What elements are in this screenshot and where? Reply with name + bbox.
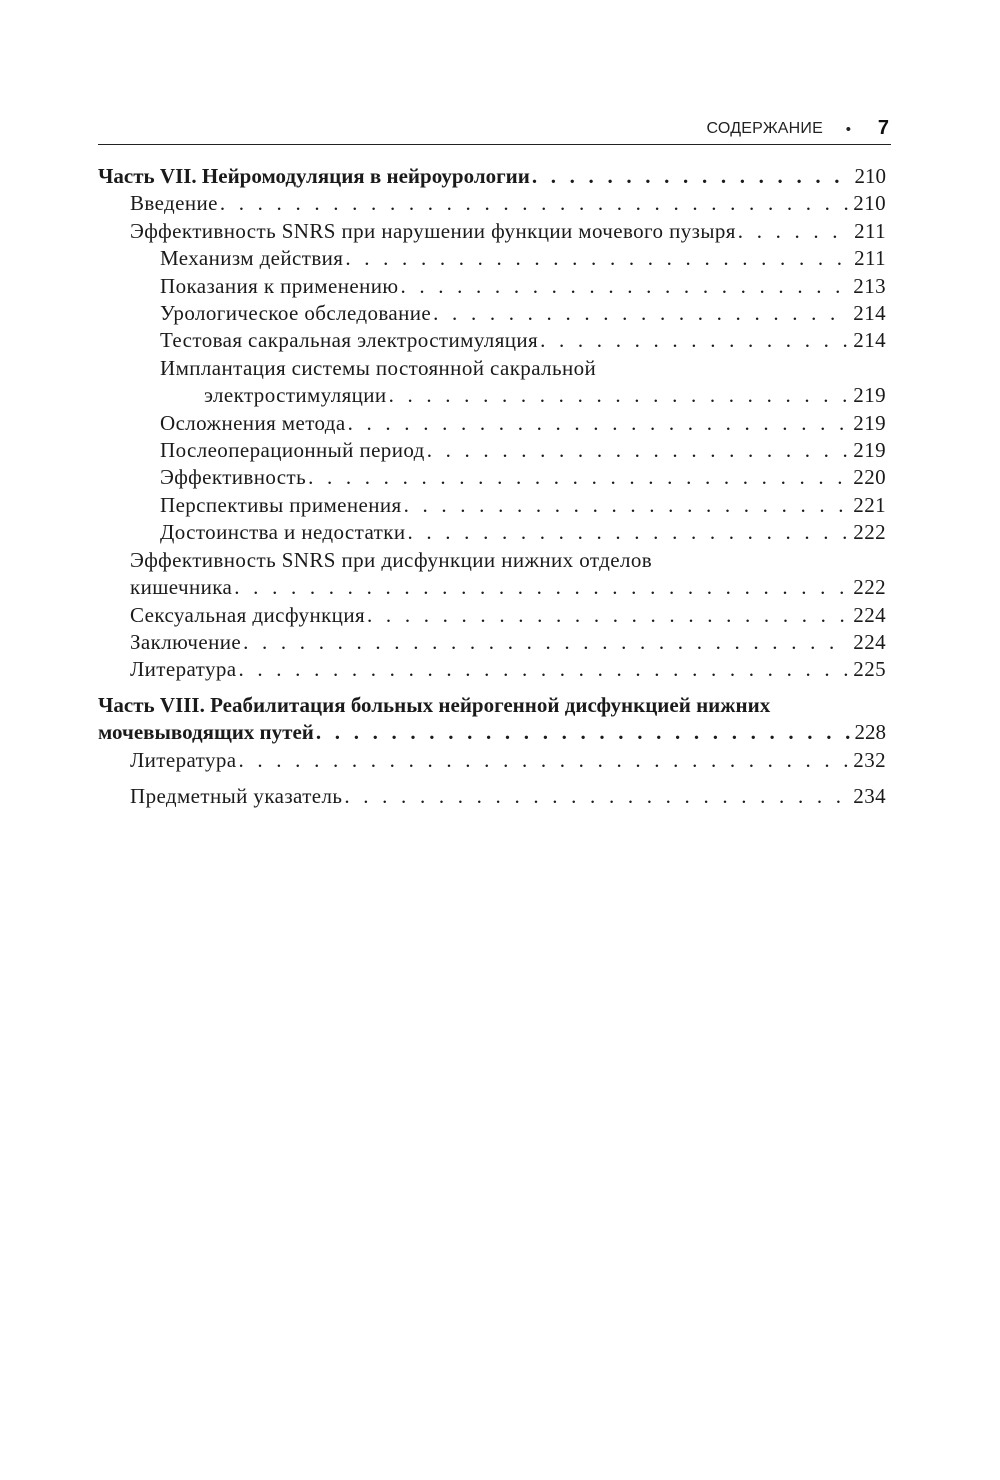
toc-entry-page: 213 <box>853 273 886 298</box>
toc-entry <box>98 190 886 217</box>
toc-entry <box>98 492 886 519</box>
toc-entry <box>98 163 886 190</box>
toc-entry-title: Послеоперационный период <box>160 438 425 463</box>
toc-entry <box>98 783 886 810</box>
toc-entry-page: 225 <box>853 657 886 682</box>
toc-leader-dots <box>243 629 849 656</box>
toc-leader-dots <box>532 163 851 190</box>
toc-entry-page: 232 <box>853 747 886 772</box>
toc-entry-title: электростимуляции <box>204 383 387 408</box>
toc-leader-dots <box>308 464 849 491</box>
header-title: СОДЕРЖАНИЕ <box>706 120 823 137</box>
toc-entry-title: Эффективность SNRS при дисфункции нижних отделов <box>130 547 653 572</box>
running-header <box>98 112 891 145</box>
toc-entry-title: Эффективность <box>160 465 307 490</box>
toc-entry-page: 222 <box>853 575 886 600</box>
toc-entry-title: Показания к применению <box>160 273 399 298</box>
toc-leader-dots <box>400 273 849 300</box>
toc-entry-title: Предметный указатель <box>130 783 343 808</box>
toc-entry-page: 228 <box>854 720 886 745</box>
toc-entry-title: Литература <box>130 747 237 772</box>
toc-leader-dots <box>389 382 850 409</box>
toc-entry-title: Механизм действия <box>160 246 344 271</box>
toc-entry-page: 210 <box>854 164 886 188</box>
toc-entry-title: Сексуальная дисфункция <box>130 602 366 627</box>
toc-entry <box>98 273 886 300</box>
toc-leader-dots <box>345 245 850 272</box>
toc-entry-title: Тестовая сакральная электростимуляция <box>160 328 539 353</box>
toc-entry-title: Достоинства и недостатки <box>160 520 406 545</box>
toc-entry-page: 219 <box>853 383 886 408</box>
toc-entry <box>98 327 886 354</box>
toc-entry-title: Осложнения метода <box>160 410 346 435</box>
toc-entry-page: 221 <box>853 492 886 517</box>
toc-entry-title: Заключение <box>130 629 242 654</box>
toc-leader-dots <box>348 410 850 437</box>
toc-entry-page: 224 <box>853 629 886 654</box>
toc-entry-title: мочевыводящих путей <box>98 720 314 745</box>
toc-entry-title: Имплантация системы постоянной сакральной <box>160 355 597 380</box>
toc-entry-page: 224 <box>853 602 886 627</box>
toc-entry <box>98 656 886 683</box>
toc-entry <box>98 410 886 437</box>
toc-entry-title: кишечника <box>130 575 233 600</box>
toc-entry-page: 220 <box>853 465 886 490</box>
toc-entry-page: 222 <box>853 520 886 545</box>
toc-entry <box>98 547 886 602</box>
toc-entry-page: 211 <box>854 246 886 271</box>
toc-entry-title: Литература <box>130 657 237 682</box>
table-of-contents <box>98 163 886 810</box>
toc-leader-dots <box>238 656 849 683</box>
toc-leader-dots <box>234 574 849 601</box>
toc-entry-title: Часть VIII. Реабилитация больных нейрогенной дисфункцией нижних <box>98 692 771 717</box>
toc-leader-dots <box>407 519 849 546</box>
toc-entry <box>98 245 886 272</box>
toc-entry <box>98 519 886 546</box>
toc-entry-title: Эффективность SNRS при нарушении функции мочевого пузыря <box>130 218 736 243</box>
toc-entry-title: Перспективы применения <box>160 492 402 517</box>
toc-leader-dots <box>404 492 850 519</box>
toc-entry-page: 234 <box>853 783 886 808</box>
toc-entry-page: 214 <box>853 301 886 326</box>
toc-entry <box>98 218 886 245</box>
toc-leader-dots <box>220 190 849 217</box>
toc-entry-title: Введение <box>130 191 218 216</box>
toc-leader-dots <box>316 719 851 746</box>
toc-entry <box>98 300 886 327</box>
toc-entry <box>98 747 886 774</box>
toc-entry-title: Часть VII. Нейромодуляция в нейроурологии <box>98 164 530 188</box>
toc-entry <box>98 629 886 656</box>
toc-leader-dots <box>367 602 849 629</box>
toc-leader-dots <box>738 218 850 245</box>
toc-entry <box>98 355 886 410</box>
toc-entry-page: 214 <box>853 328 886 353</box>
toc-leader-dots <box>540 327 849 354</box>
toc-entry <box>98 464 886 491</box>
toc-entry-page: 210 <box>853 191 886 216</box>
toc-entry <box>98 437 886 464</box>
toc-leader-dots <box>238 747 849 774</box>
toc-entry-page: 211 <box>854 218 886 243</box>
toc-entry <box>98 602 886 629</box>
header-bullet: • <box>845 121 851 138</box>
toc-entry-page: 219 <box>853 438 886 463</box>
toc-leader-dots <box>344 783 849 810</box>
header-page-number: 7 <box>877 117 889 139</box>
toc-entry <box>98 692 886 747</box>
toc-leader-dots <box>427 437 850 464</box>
toc-leader-dots <box>433 300 849 327</box>
toc-entry-page: 219 <box>853 410 886 435</box>
toc-entry-title: Урологическое обследование <box>160 301 432 326</box>
